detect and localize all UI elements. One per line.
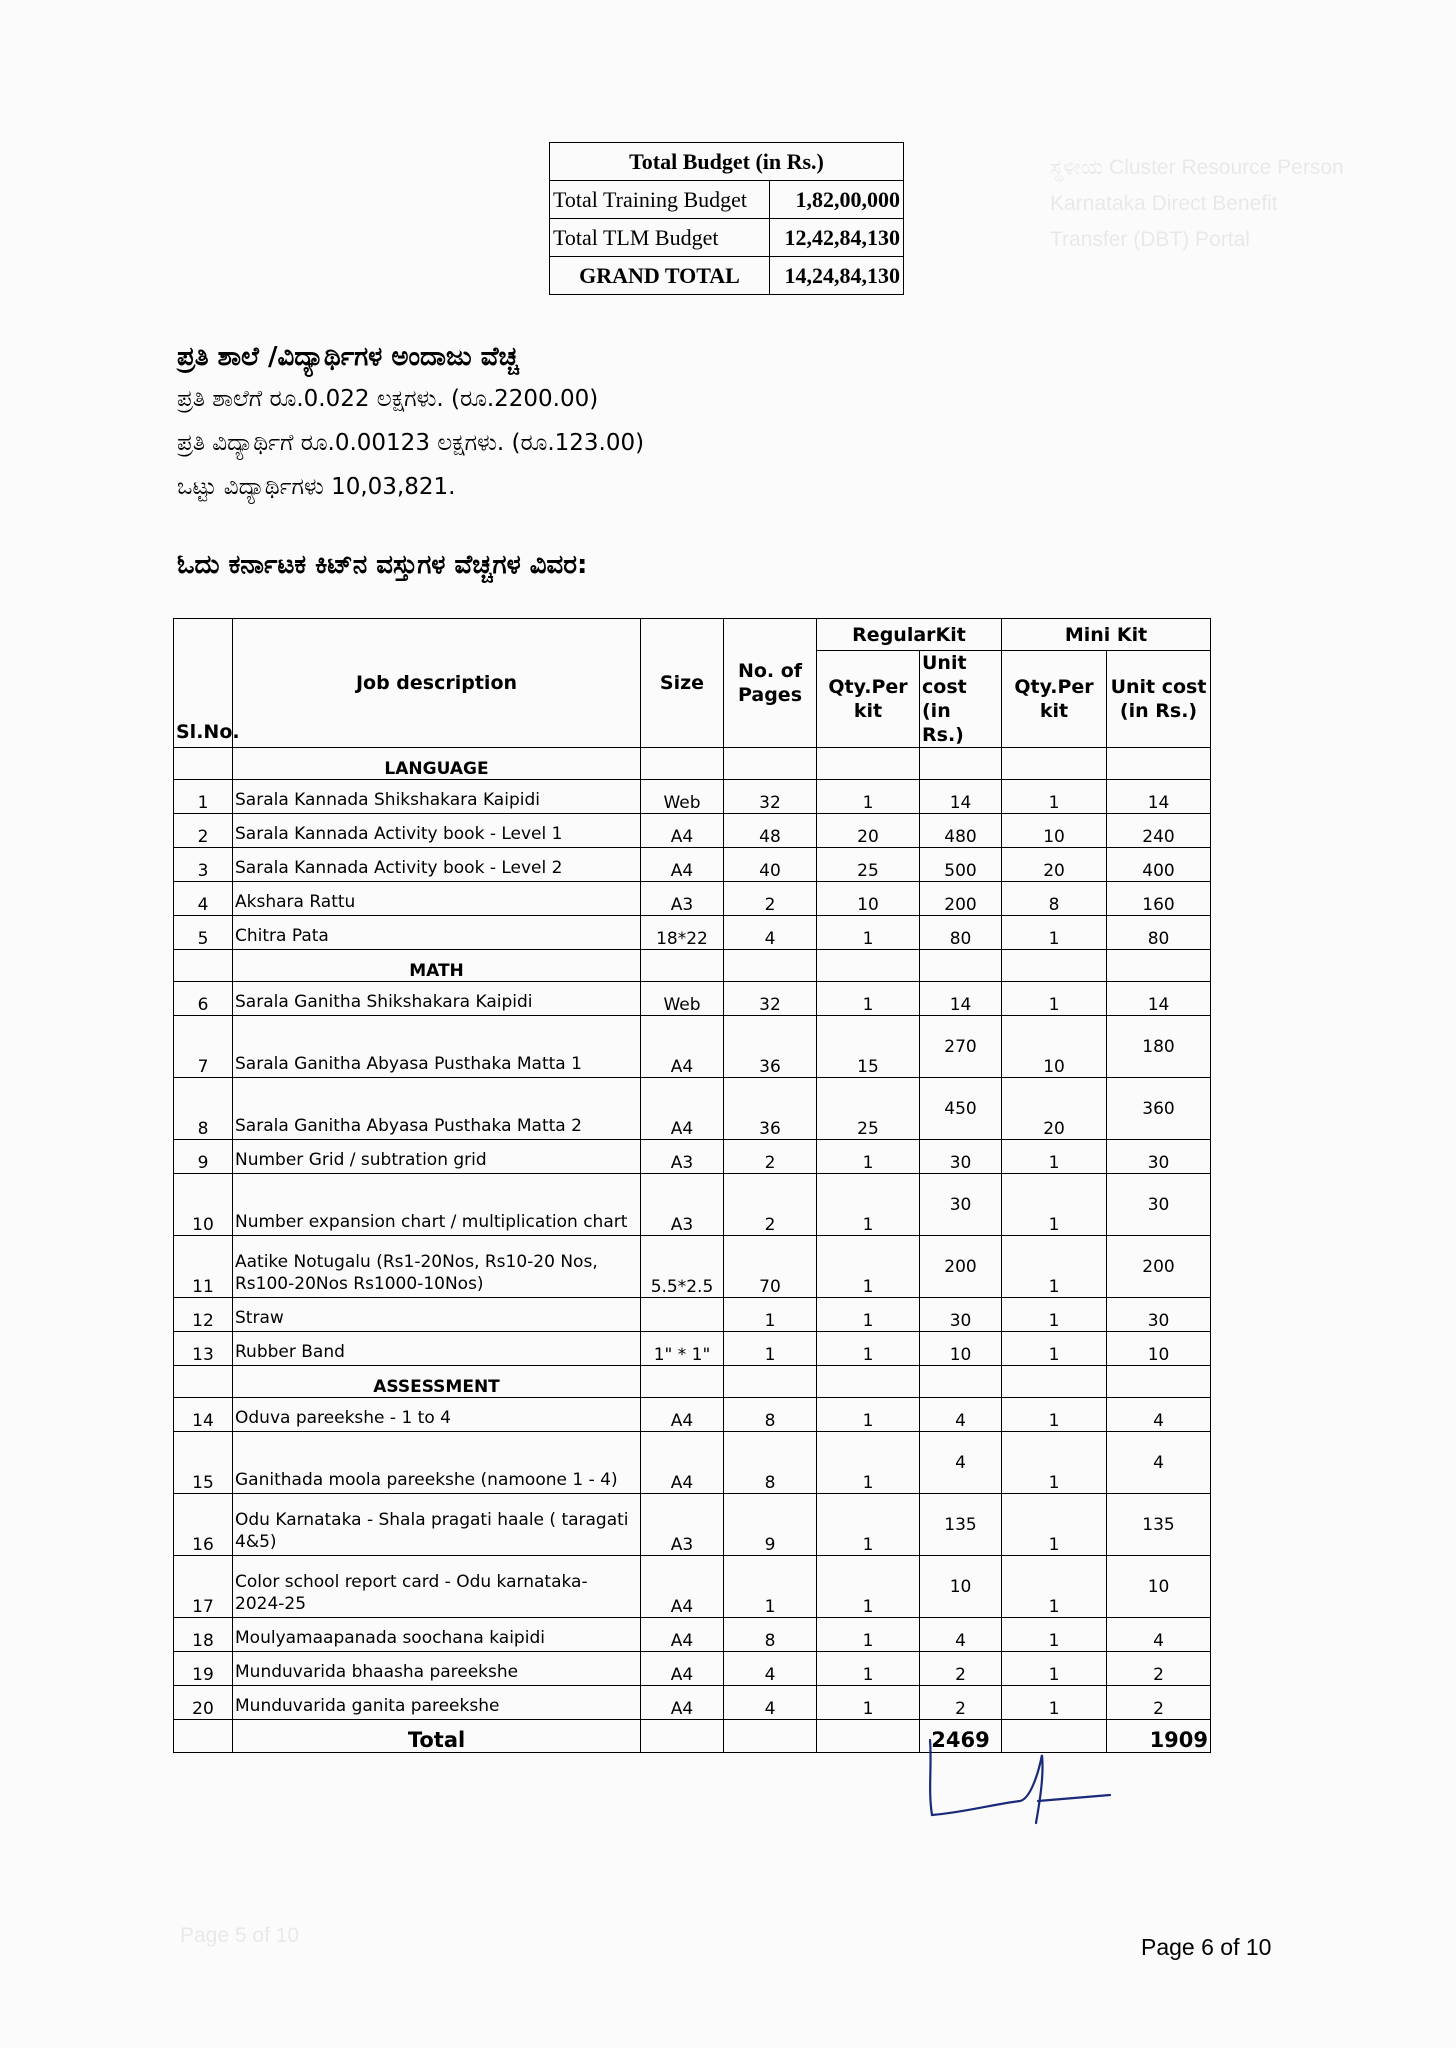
row-description: Number expansion chart / multiplication chart: [233, 1174, 641, 1236]
row-mini-qty: 20: [1002, 848, 1107, 882]
row-size: A3: [641, 1174, 724, 1236]
row-size: A4: [641, 1686, 724, 1720]
budget-table: [549, 142, 904, 295]
section-blank: [641, 1366, 724, 1398]
row-regular-qty: 1: [817, 780, 920, 814]
section-blank: [1107, 1366, 1211, 1398]
row-pages: 9: [724, 1494, 817, 1556]
row-regular-unit-cost: 200: [920, 882, 1002, 916]
row-regular-unit-cost: 4: [920, 1398, 1002, 1432]
budget-title: Total Budget (in Rs.): [550, 143, 904, 181]
section-blank: [817, 950, 920, 982]
row-mini-qty: 1: [1002, 1686, 1107, 1720]
row-size: 1" * 1": [641, 1332, 724, 1366]
row-regular-unit-cost: 14: [920, 982, 1002, 1016]
section-label: MATH: [233, 950, 641, 982]
row-regular-qty: 1: [817, 1556, 920, 1618]
budget-value-training: 1,82,00,000: [769, 181, 903, 219]
row-size: Web: [641, 780, 724, 814]
row-description: Oduva pareekshe - 1 to 4: [233, 1398, 641, 1432]
row-mini-qty: 1: [1002, 1140, 1107, 1174]
row-slno: 10: [174, 1174, 233, 1236]
section-label: LANGUAGE: [233, 748, 641, 780]
section-blank: [641, 748, 724, 780]
table-row: [174, 1140, 1211, 1174]
row-regular-qty: 1: [817, 1174, 920, 1236]
row-mini-qty: 1: [1002, 1398, 1107, 1432]
row-slno: 4: [174, 882, 233, 916]
header-size: Size: [641, 619, 724, 748]
table-row: [174, 1494, 1211, 1556]
section-blank: [1107, 748, 1211, 780]
total-blank: [724, 1720, 817, 1753]
row-size: A4: [641, 1016, 724, 1078]
signature: [920, 1735, 1120, 1825]
section-row-assessment: [174, 1366, 1211, 1398]
row-slno: 18: [174, 1618, 233, 1652]
row-size: A4: [641, 1432, 724, 1494]
row-regular-unit-cost: 10: [920, 1556, 1002, 1618]
row-slno: 11: [174, 1236, 233, 1298]
row-size: A3: [641, 1494, 724, 1556]
row-mini-qty: 1: [1002, 1174, 1107, 1236]
row-pages: 48: [724, 814, 817, 848]
row-description: Ganithada moola pareekshe (namoone 1 - 4): [233, 1432, 641, 1494]
row-mini-unit-cost: 200: [1107, 1236, 1211, 1298]
row-description: Moulyamaapanada soochana kaipidi: [233, 1618, 641, 1652]
section-blank: [724, 1366, 817, 1398]
section-blank: [174, 1366, 233, 1398]
row-mini-unit-cost: 2: [1107, 1652, 1211, 1686]
row-mini-qty: 1: [1002, 1556, 1107, 1618]
row-regular-qty: 1: [817, 1618, 920, 1652]
row-mini-qty: 1: [1002, 1652, 1107, 1686]
total-blank: [641, 1720, 724, 1753]
row-description: Munduvarida bhaasha pareekshe: [233, 1652, 641, 1686]
table-row: [174, 848, 1211, 882]
section-blank: [1002, 950, 1107, 982]
row-slno: 12: [174, 1298, 233, 1332]
row-regular-qty: 1: [817, 1236, 920, 1298]
header-mini-qty: Qty.Per kit: [1002, 651, 1107, 748]
section-blank: [920, 748, 1002, 780]
header-job: Job description: [233, 619, 641, 748]
section-blank: [817, 748, 920, 780]
row-slno: 2: [174, 814, 233, 848]
total-regular: 2469: [920, 1720, 1002, 1753]
row-regular-unit-cost: 14: [920, 780, 1002, 814]
row-regular-qty: 1: [817, 1432, 920, 1494]
row-size: A4: [641, 814, 724, 848]
header-regular-unit-cost: Unit cost (in Rs.): [920, 651, 1002, 748]
row-regular-qty: 25: [817, 1078, 920, 1140]
row-slno: 14: [174, 1398, 233, 1432]
row-description: Sarala Kannada Shikshakara Kaipidi: [233, 780, 641, 814]
row-description: Sarala Ganitha Abyasa Pusthaka Matta 1: [233, 1016, 641, 1078]
table-row: [174, 1236, 1211, 1298]
row-description: Sarala Kannada Activity book - Level 1: [233, 814, 641, 848]
row-regular-qty: 1: [817, 1652, 920, 1686]
row-regular-qty: 1: [817, 1686, 920, 1720]
row-pages: 8: [724, 1432, 817, 1494]
table-row: [174, 1686, 1211, 1720]
table-row: [174, 1652, 1211, 1686]
row-mini-qty: 1: [1002, 780, 1107, 814]
row-mini-qty: 1: [1002, 1432, 1107, 1494]
row-size: 5.5*2.5: [641, 1236, 724, 1298]
row-mini-qty: 1: [1002, 1494, 1107, 1556]
row-slno: 7: [174, 1016, 233, 1078]
row-slno: 3: [174, 848, 233, 882]
row-pages: 32: [724, 780, 817, 814]
budget-value-tlm: 12,42,84,130: [769, 219, 903, 257]
row-mini-unit-cost: 80: [1107, 916, 1211, 950]
row-size: Web: [641, 982, 724, 1016]
table-row: [174, 1332, 1211, 1366]
total-blank: [174, 1720, 233, 1753]
header-pages: No. of Pages: [724, 619, 817, 748]
row-pages: 4: [724, 1686, 817, 1720]
table-row: [174, 982, 1211, 1016]
row-pages: 1: [724, 1556, 817, 1618]
row-regular-qty: 1: [817, 916, 920, 950]
row-mini-unit-cost: 4: [1107, 1398, 1211, 1432]
row-regular-qty: 25: [817, 848, 920, 882]
row-slno: 1: [174, 780, 233, 814]
row-slno: 19: [174, 1652, 233, 1686]
section-blank: [641, 950, 724, 982]
estimate-per-student: ಪ್ರತಿ ವಿದ್ಯಾರ್ಥಿಗೆ ರೂ.0.00123 ಲಕ್ಷಗಳು. (ರೂ.123.00): [177, 430, 645, 456]
section-blank: [1002, 748, 1107, 780]
section-blank: [920, 1366, 1002, 1398]
row-size: A4: [641, 848, 724, 882]
row-mini-qty: 8: [1002, 882, 1107, 916]
row-regular-unit-cost: 30: [920, 1140, 1002, 1174]
row-pages: 4: [724, 1652, 817, 1686]
row-regular-unit-cost: 2: [920, 1652, 1002, 1686]
row-regular-unit-cost: 270: [920, 1016, 1002, 1078]
budget-label-grand: GRAND TOTAL: [550, 257, 770, 295]
row-mini-qty: 1: [1002, 1332, 1107, 1366]
section-label: ASSESSMENT: [233, 1366, 641, 1398]
row-regular-qty: 1: [817, 1398, 920, 1432]
header-regular-kit: RegularKit: [817, 619, 1002, 651]
row-mini-qty: 1: [1002, 1298, 1107, 1332]
table-row: [174, 1016, 1211, 1078]
row-description: Aatike Notugalu (Rs1-20Nos, Rs10-20 Nos, Rs100-20Nos Rs1000-10Nos): [233, 1236, 641, 1298]
section-row-math: [174, 950, 1211, 982]
row-pages: 8: [724, 1618, 817, 1652]
estimate-heading: ಪ್ರತಿ ಶಾಲೆ /ವಿದ್ಯಾರ್ಥಿಗಳ ಅಂದಾಜು ವೆಚ್ಚ: [177, 342, 519, 372]
row-description: Odu Karnataka - Shala pragati haale ( taragati 4&5): [233, 1494, 641, 1556]
row-slno: 6: [174, 982, 233, 1016]
row-mini-qty: 10: [1002, 814, 1107, 848]
row-regular-unit-cost: 80: [920, 916, 1002, 950]
row-mini-qty: 1: [1002, 982, 1107, 1016]
table-row: [174, 1398, 1211, 1432]
row-pages: 40: [724, 848, 817, 882]
row-regular-qty: 1: [817, 1140, 920, 1174]
section-blank: [1002, 1366, 1107, 1398]
row-mini-qty: 1: [1002, 1236, 1107, 1298]
row-description: Straw: [233, 1298, 641, 1332]
row-regular-unit-cost: 500: [920, 848, 1002, 882]
page-number: [1141, 1934, 1271, 1961]
kit-cost-table: [173, 618, 1211, 1753]
table-row: [174, 1556, 1211, 1618]
row-size: A4: [641, 1556, 724, 1618]
row-regular-qty: 1: [817, 982, 920, 1016]
row-description: Rubber Band: [233, 1332, 641, 1366]
row-mini-unit-cost: 4: [1107, 1618, 1211, 1652]
row-description: Sarala Ganitha Shikshakara Kaipidi: [233, 982, 641, 1016]
row-regular-unit-cost: 2: [920, 1686, 1002, 1720]
row-mini-unit-cost: 14: [1107, 780, 1211, 814]
kit-heading: ಓದು ಕರ್ನಾಟಕ ಕಿಟ್‌ನ ವಸ್ತುಗಳ ವೆಚ್ಚಗಳ ವಿವರ:: [177, 550, 588, 580]
header-regular-qty: Qty.Per kit: [817, 651, 920, 748]
row-regular-unit-cost: 10: [920, 1332, 1002, 1366]
row-regular-qty: 15: [817, 1016, 920, 1078]
row-mini-qty: 1: [1002, 916, 1107, 950]
row-pages: 8: [724, 1398, 817, 1432]
section-blank: [174, 748, 233, 780]
row-regular-unit-cost: 450: [920, 1078, 1002, 1140]
estimate-total-students: ಒಟ್ಟು ವಿದ್ಯಾರ್ಥಿಗಳು 10,03,821.: [177, 474, 456, 500]
row-mini-unit-cost: 30: [1107, 1140, 1211, 1174]
row-size: A3: [641, 882, 724, 916]
row-description: Chitra Pata: [233, 916, 641, 950]
table-row: [174, 1174, 1211, 1236]
row-slno: 8: [174, 1078, 233, 1140]
table-row: [174, 882, 1211, 916]
section-blank: [174, 950, 233, 982]
total-blank: [817, 1720, 920, 1753]
section-blank: [724, 950, 817, 982]
row-pages: 1: [724, 1332, 817, 1366]
row-description: Munduvarida ganita pareekshe: [233, 1686, 641, 1720]
row-mini-unit-cost: 30: [1107, 1298, 1211, 1332]
row-mini-qty: 20: [1002, 1078, 1107, 1140]
row-regular-unit-cost: 4: [920, 1618, 1002, 1652]
row-regular-qty: 1: [817, 1332, 920, 1366]
row-description: Sarala Ganitha Abyasa Pusthaka Matta 2: [233, 1078, 641, 1140]
budget-label-training: Total Training Budget: [550, 181, 770, 219]
row-pages: 2: [724, 882, 817, 916]
row-pages: 2: [724, 1174, 817, 1236]
row-regular-unit-cost: 30: [920, 1174, 1002, 1236]
row-pages: 1: [724, 1298, 817, 1332]
row-size: 18*22: [641, 916, 724, 950]
row-pages: 36: [724, 1078, 817, 1140]
section-blank: [724, 748, 817, 780]
section-blank: [817, 1366, 920, 1398]
page-number-text: Page 6 of 10: [1141, 1934, 1272, 1960]
row-size: A4: [641, 1618, 724, 1652]
row-description: Number Grid / subtration grid: [233, 1140, 641, 1174]
section-blank: [1107, 950, 1211, 982]
row-regular-unit-cost: 480: [920, 814, 1002, 848]
row-mini-unit-cost: 360: [1107, 1078, 1211, 1140]
row-slno: 9: [174, 1140, 233, 1174]
row-pages: 4: [724, 916, 817, 950]
section-row-language: [174, 748, 1211, 780]
row-size: A4: [641, 1398, 724, 1432]
row-slno: 13: [174, 1332, 233, 1366]
estimate-per-school: ಪ್ರತಿ ಶಾಲೆಗೆ ರೂ.0.022 ಲಕ್ಷಗಳು. (ರೂ.2200.00): [177, 386, 599, 412]
row-mini-unit-cost: 160: [1107, 882, 1211, 916]
row-mini-unit-cost: 4: [1107, 1432, 1211, 1494]
budget-label-tlm: Total TLM Budget: [550, 219, 770, 257]
row-pages: 36: [724, 1016, 817, 1078]
row-mini-unit-cost: 180: [1107, 1016, 1211, 1078]
row-regular-unit-cost: 4: [920, 1432, 1002, 1494]
row-slno: 15: [174, 1432, 233, 1494]
table-row: [174, 916, 1211, 950]
row-mini-unit-cost: 135: [1107, 1494, 1211, 1556]
row-slno: 17: [174, 1556, 233, 1618]
row-mini-unit-cost: 30: [1107, 1174, 1211, 1236]
row-regular-unit-cost: 200: [920, 1236, 1002, 1298]
row-description: Color school report card - Odu karnataka- 2024-25: [233, 1556, 641, 1618]
table-row: [174, 1078, 1211, 1140]
row-size: A4: [641, 1652, 724, 1686]
row-description: Akshara Rattu: [233, 882, 641, 916]
row-mini-unit-cost: 10: [1107, 1332, 1211, 1366]
section-blank: [920, 950, 1002, 982]
row-size: [641, 1298, 724, 1332]
row-mini-unit-cost: 400: [1107, 848, 1211, 882]
budget-value-grand: 14,24,84,130: [769, 257, 903, 295]
header-slno: Sl.No.: [174, 619, 233, 748]
row-pages: 32: [724, 982, 817, 1016]
row-pages: 2: [724, 1140, 817, 1174]
row-regular-qty: 1: [817, 1298, 920, 1332]
row-regular-unit-cost: 135: [920, 1494, 1002, 1556]
table-row: [174, 1298, 1211, 1332]
row-regular-unit-cost: 30: [920, 1298, 1002, 1332]
row-mini-qty: 10: [1002, 1016, 1107, 1078]
row-size: A4: [641, 1078, 724, 1140]
header-mini-unit-cost: Unit cost (in Rs.): [1107, 651, 1211, 748]
row-mini-unit-cost: 2: [1107, 1686, 1211, 1720]
row-mini-unit-cost: 10: [1107, 1556, 1211, 1618]
row-slno: 20: [174, 1686, 233, 1720]
row-mini-unit-cost: 240: [1107, 814, 1211, 848]
table-row: [174, 814, 1211, 848]
table-row: [174, 780, 1211, 814]
row-regular-qty: 20: [817, 814, 920, 848]
row-regular-qty: 10: [817, 882, 920, 916]
total-label: Total: [233, 1720, 641, 1753]
row-description: Sarala Kannada Activity book - Level 2: [233, 848, 641, 882]
row-size: A3: [641, 1140, 724, 1174]
total-mini: 1909: [1107, 1720, 1211, 1753]
header-mini-kit: Mini Kit: [1002, 619, 1211, 651]
table-row: [174, 1618, 1211, 1652]
row-slno: 5: [174, 916, 233, 950]
row-mini-qty: 1: [1002, 1618, 1107, 1652]
row-mini-unit-cost: 14: [1107, 982, 1211, 1016]
row-regular-qty: 1: [817, 1494, 920, 1556]
row-pages: 70: [724, 1236, 817, 1298]
table-row: [174, 1432, 1211, 1494]
row-slno: 16: [174, 1494, 233, 1556]
